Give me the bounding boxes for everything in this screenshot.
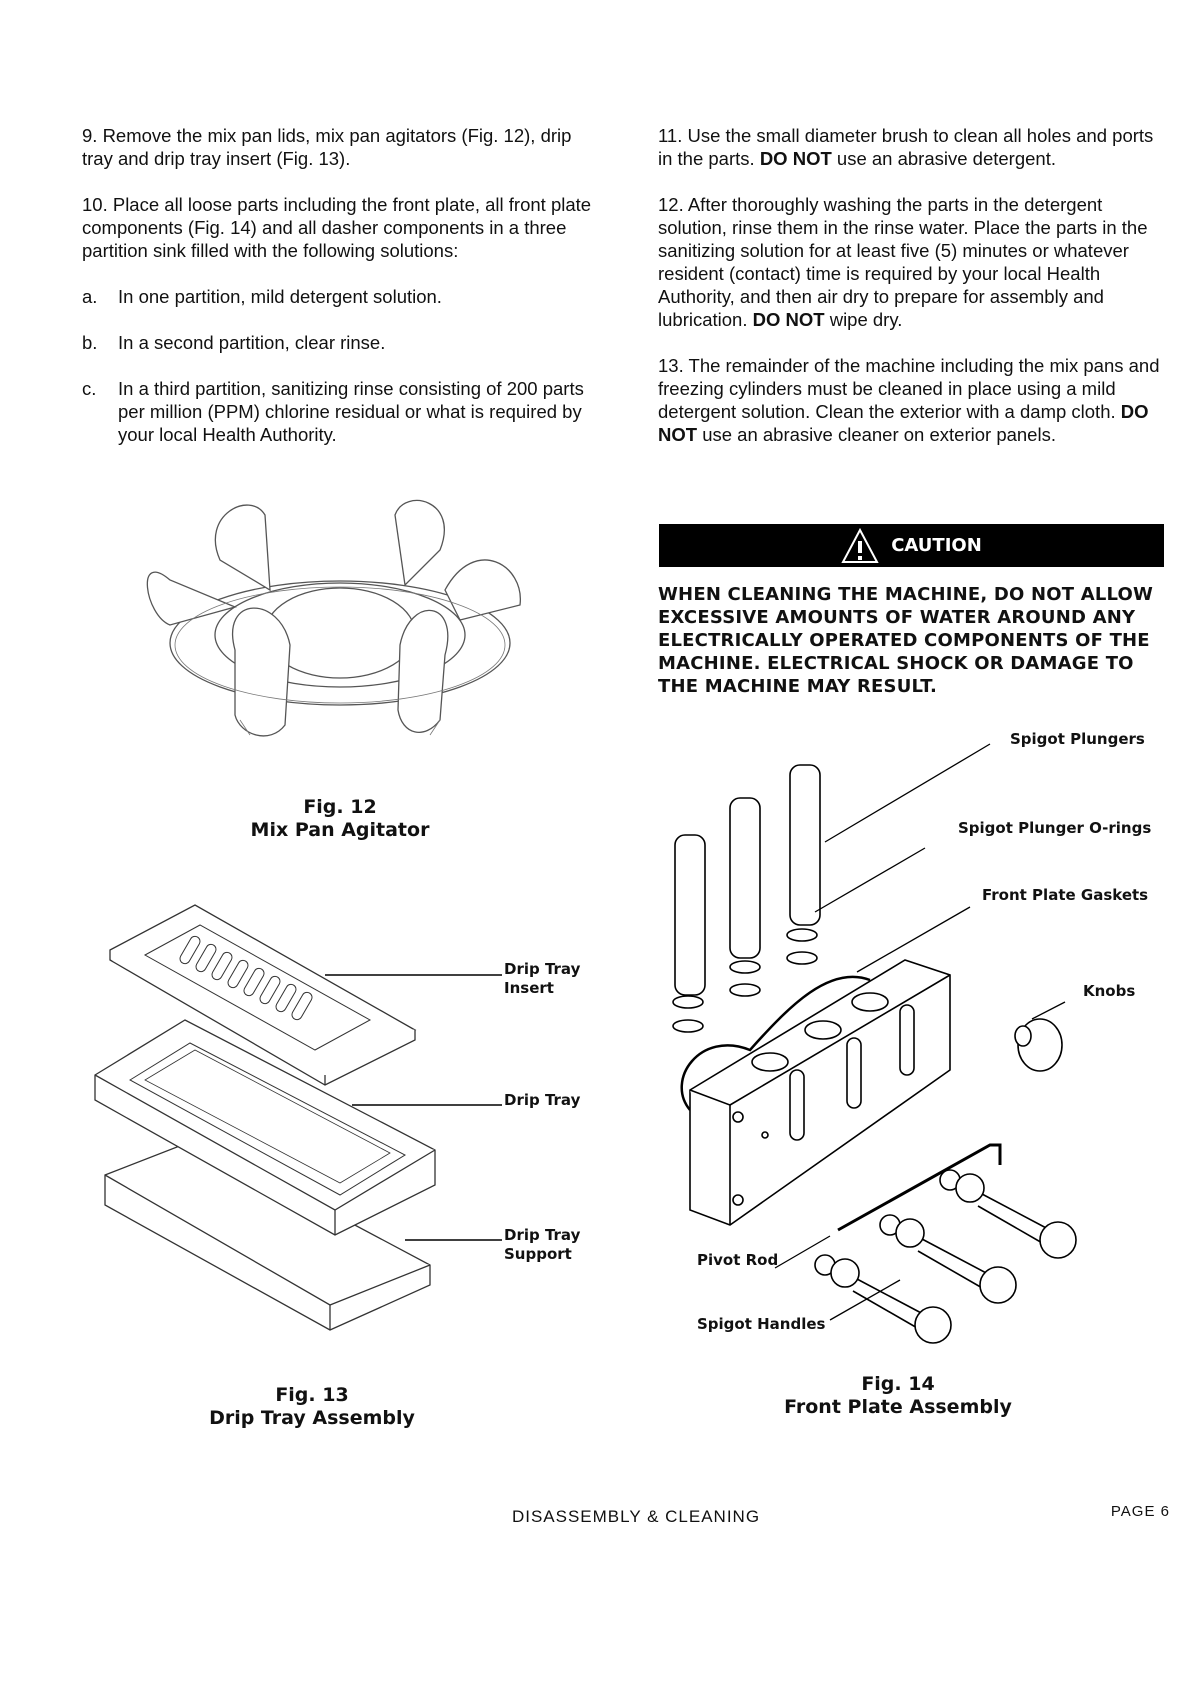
- label-front-plate-gaskets: Front Plate Gaskets: [982, 886, 1149, 904]
- fig-14-title: Front Plate Assembly: [784, 1396, 1012, 1418]
- page-number: PAGE 6: [1110, 1503, 1170, 1520]
- footer-section-title: DISASSEMBLY & CLEANING: [511, 1507, 761, 1526]
- label-spigot-handles: Spigot Handles: [697, 1315, 826, 1333]
- label-knobs: Knobs: [1083, 982, 1136, 1000]
- label-pivot-rod: Pivot Rod: [697, 1251, 779, 1269]
- solution-list-item-a: [82, 285, 602, 308]
- list-letter: a.: [82, 286, 98, 307]
- label-spigot-plungers: Spigot Plungers: [1010, 730, 1145, 748]
- step-9-text: 9. Remove the mix pan lids, mix pan agitators (Fig. 12), drip tray and drip tray insert (Fig. 13).: [82, 125, 572, 169]
- list-text: In a third partition, sanitizing rinse consisting of 200 parts per million (PPM) chlorine residual or what is required by your local Health Authority.: [118, 378, 584, 445]
- fig-12-title: Mix Pan Agitator: [250, 819, 430, 841]
- caution-warning-text: WHEN CLEANING THE MACHINE, DO NOT ALLOW EXCESSIVE AMOUNTS OF WATER AROUND ANY ELECTRICALLY OPERATED COMPONENTS OF THE MACHINE. ELECTRICAL SHOCK OR DAMAGE TO THE MACHINE MAY RESULT.: [658, 584, 1154, 697]
- caution-title: CAUTION: [891, 535, 982, 556]
- step-11-text: 11. Use the small diameter brush to clean all holes and ports in the parts. DO NOT use an abrasive detergent.: [658, 125, 1154, 169]
- step-10-text: 10. Place all loose parts including the front plate, all front plate components (Fig. 14) and all dasher components in a three partition sink filled with the following solutions:: [82, 194, 592, 261]
- label-spigot-plunger-orings: Spigot Plunger O-rings: [958, 819, 1152, 837]
- solution-list-item-b: [82, 331, 602, 354]
- list-letter: b.: [82, 332, 98, 353]
- list-text: In one partition, mild detergent solution.: [118, 286, 442, 307]
- label-drip-tray-insert: Drip Tray Insert: [504, 960, 581, 997]
- fig-13-number: Fig. 13: [275, 1384, 349, 1406]
- step-13-text: 13. The remainder of the machine including the mix pans and freezing cylinders must be cleaned in place using a mild detergent solution. Clean the exterior with a damp cloth. DO NOT use an abrasive cleaner on exterior panels.: [658, 355, 1160, 445]
- solution-list-item-c: [82, 377, 602, 446]
- list-letter: c.: [82, 378, 97, 399]
- step-12-text: 12. After thoroughly washing the parts in the detergent solution, rinse them in the rinse water. Place the parts in the sanitizing solution for at least five (5) minutes or whatever resident (contact) time is required by your local Health Authority, and then air dry to prepare for assembly and lubrication. DO NOT wipe dry.: [658, 194, 1148, 330]
- list-text: In a second partition, clear rinse.: [118, 332, 386, 353]
- fig-12-caption: [190, 796, 490, 842]
- label-drip-tray: Drip Tray: [504, 1091, 581, 1109]
- fig-14-number: Fig. 14: [861, 1373, 935, 1395]
- fig-14-caption: [748, 1373, 1048, 1419]
- label-drip-tray-support: Drip Tray Support: [504, 1226, 581, 1263]
- caution-banner: [659, 524, 1164, 567]
- fig-12-number: Fig. 12: [303, 796, 377, 818]
- warning-triangle-icon: [841, 528, 879, 564]
- fig-13-caption: [162, 1384, 462, 1430]
- fig-13-title: Drip Tray Assembly: [209, 1407, 415, 1429]
- mix-pan-agitator-figure: [140, 495, 540, 760]
